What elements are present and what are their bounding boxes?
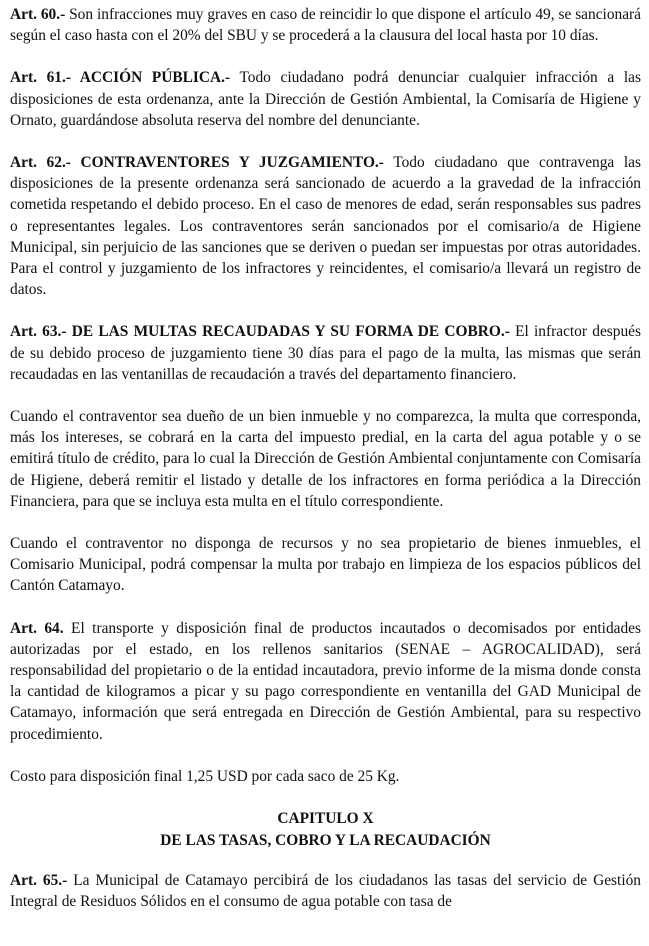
paragraph-contraventor-inmueble: Cuando el contraventor sea dueño de un bien inmueble y no comparezca, la multa que corresponda, más los intereses, se cobrará en la carta del impuesto predial, en la carta del agua potable y o se emitirá título de crédito, para lo cual la Dirección de Gestión Ambiental conjuntamente con Comisaría de Higiene, deberá remitir el listado y detalle de los infractores en forma periódica a la Dirección Financiera, para que se incluya esta multa en el título correspondiente. [10,408,641,510]
paragraph-contraventor-sin-recursos: Cuando el contraventor no disponga de recursos y no sea propietario de bienes inmuebles, el Comisario Municipal, podrá compensar la multa por trabajo en limpieza de los espacios públicos del Cantón Catamayo. [10,535,641,595]
article-text: El infractor después de su debido proceso de juzgamiento tiene 30 días para el pago de la multa, las mismas que serán recaudadas en las ventanillas de recaudación a través del departamento financiero. [10,323,641,383]
article-number: Art. 64. [10,619,64,637]
article-text: La Municipal de Catamayo percibirá de los ciudadanos las tasas del servicio de Gestión Integral de Residuos Sólidos en el consumo de agua potable con tasa de [10,872,641,911]
article-62 [10,152,641,300]
article-60 [10,4,641,46]
chapter-title: DE LAS TASAS, COBRO Y LA RECAUDACIÓN [160,832,491,850]
paragraph-costo: Costo para disposición final 1,25 USD por cada saco de 25 Kg. [10,767,400,785]
article-title: CONTRAVENTORES Y JUZGAMIENTO.- [70,154,384,172]
article-number: Art. 62.- [10,154,71,172]
article-text: Todo ciudadano podrá denunciar cualquier infracción a las disposiciones de esta ordenanza, ante la Dirección de Gestión Ambiental, la Comisaría de Higiene y Ornato, guardándose absoluta reserva del nombre del denunciante. [10,69,641,129]
article-number: Art. 61.- [10,69,71,87]
article-61 [10,67,641,131]
article-text: Todo ciudadano que contravenga las disposiciones de la presente ordenanza será sancionado de acuerdo a la gravedad de la infracción cometida respetando el debido proceso. En el caso de menores de edad, serán responsables sus padres o representantes legales. Los contraventores serán sancionados por el comisario/a de Higiene Municipal, sin perjuicio de las sanciones que se deriven o puedan ser impuestas por otras autoridades. Para el control y juzgamiento de los infractores y reincidentes, el comisario/a llevará un registro de datos. [10,154,641,299]
chapter-heading [10,808,641,852]
article-65 [10,870,641,912]
article-number: Art. 63.- [10,323,67,341]
chapter-label: CAPITULO X [277,810,374,828]
article-63 [10,321,641,385]
article-text: El transporte y disposición final de productos incautados o decomisados por entidades autorizadas por el estado, en los rellenos sanitarios (SENAE – AGROCALIDAD), será responsabilidad del propietario o de la entidad incautadora, previo informe de la misma donde consta la cantidad de kilogramos a picar y su pago correspondiente en ventanilla del GAD Municipal de Catamayo, información que será entregada en Dirección de Gestión Ambiental, para su respectivo procedimiento. [10,619,641,743]
article-64 [10,618,641,745]
article-title: ACCIÓN PÚBLICA.- [70,69,231,87]
article-number: Art. 60.- [10,6,66,23]
article-text: Son infracciones muy graves en caso de reincidir lo que dispone el artículo 49, se sancionará según el caso hasta con el 20% del SBU y se procederá a la clausura del local hasta por 10 días. [10,6,641,45]
article-title: DE LAS MULTAS RECAUDADAS Y SU FORMA DE COBRO.- [66,323,510,341]
article-number: Art. 65.- [10,872,68,890]
